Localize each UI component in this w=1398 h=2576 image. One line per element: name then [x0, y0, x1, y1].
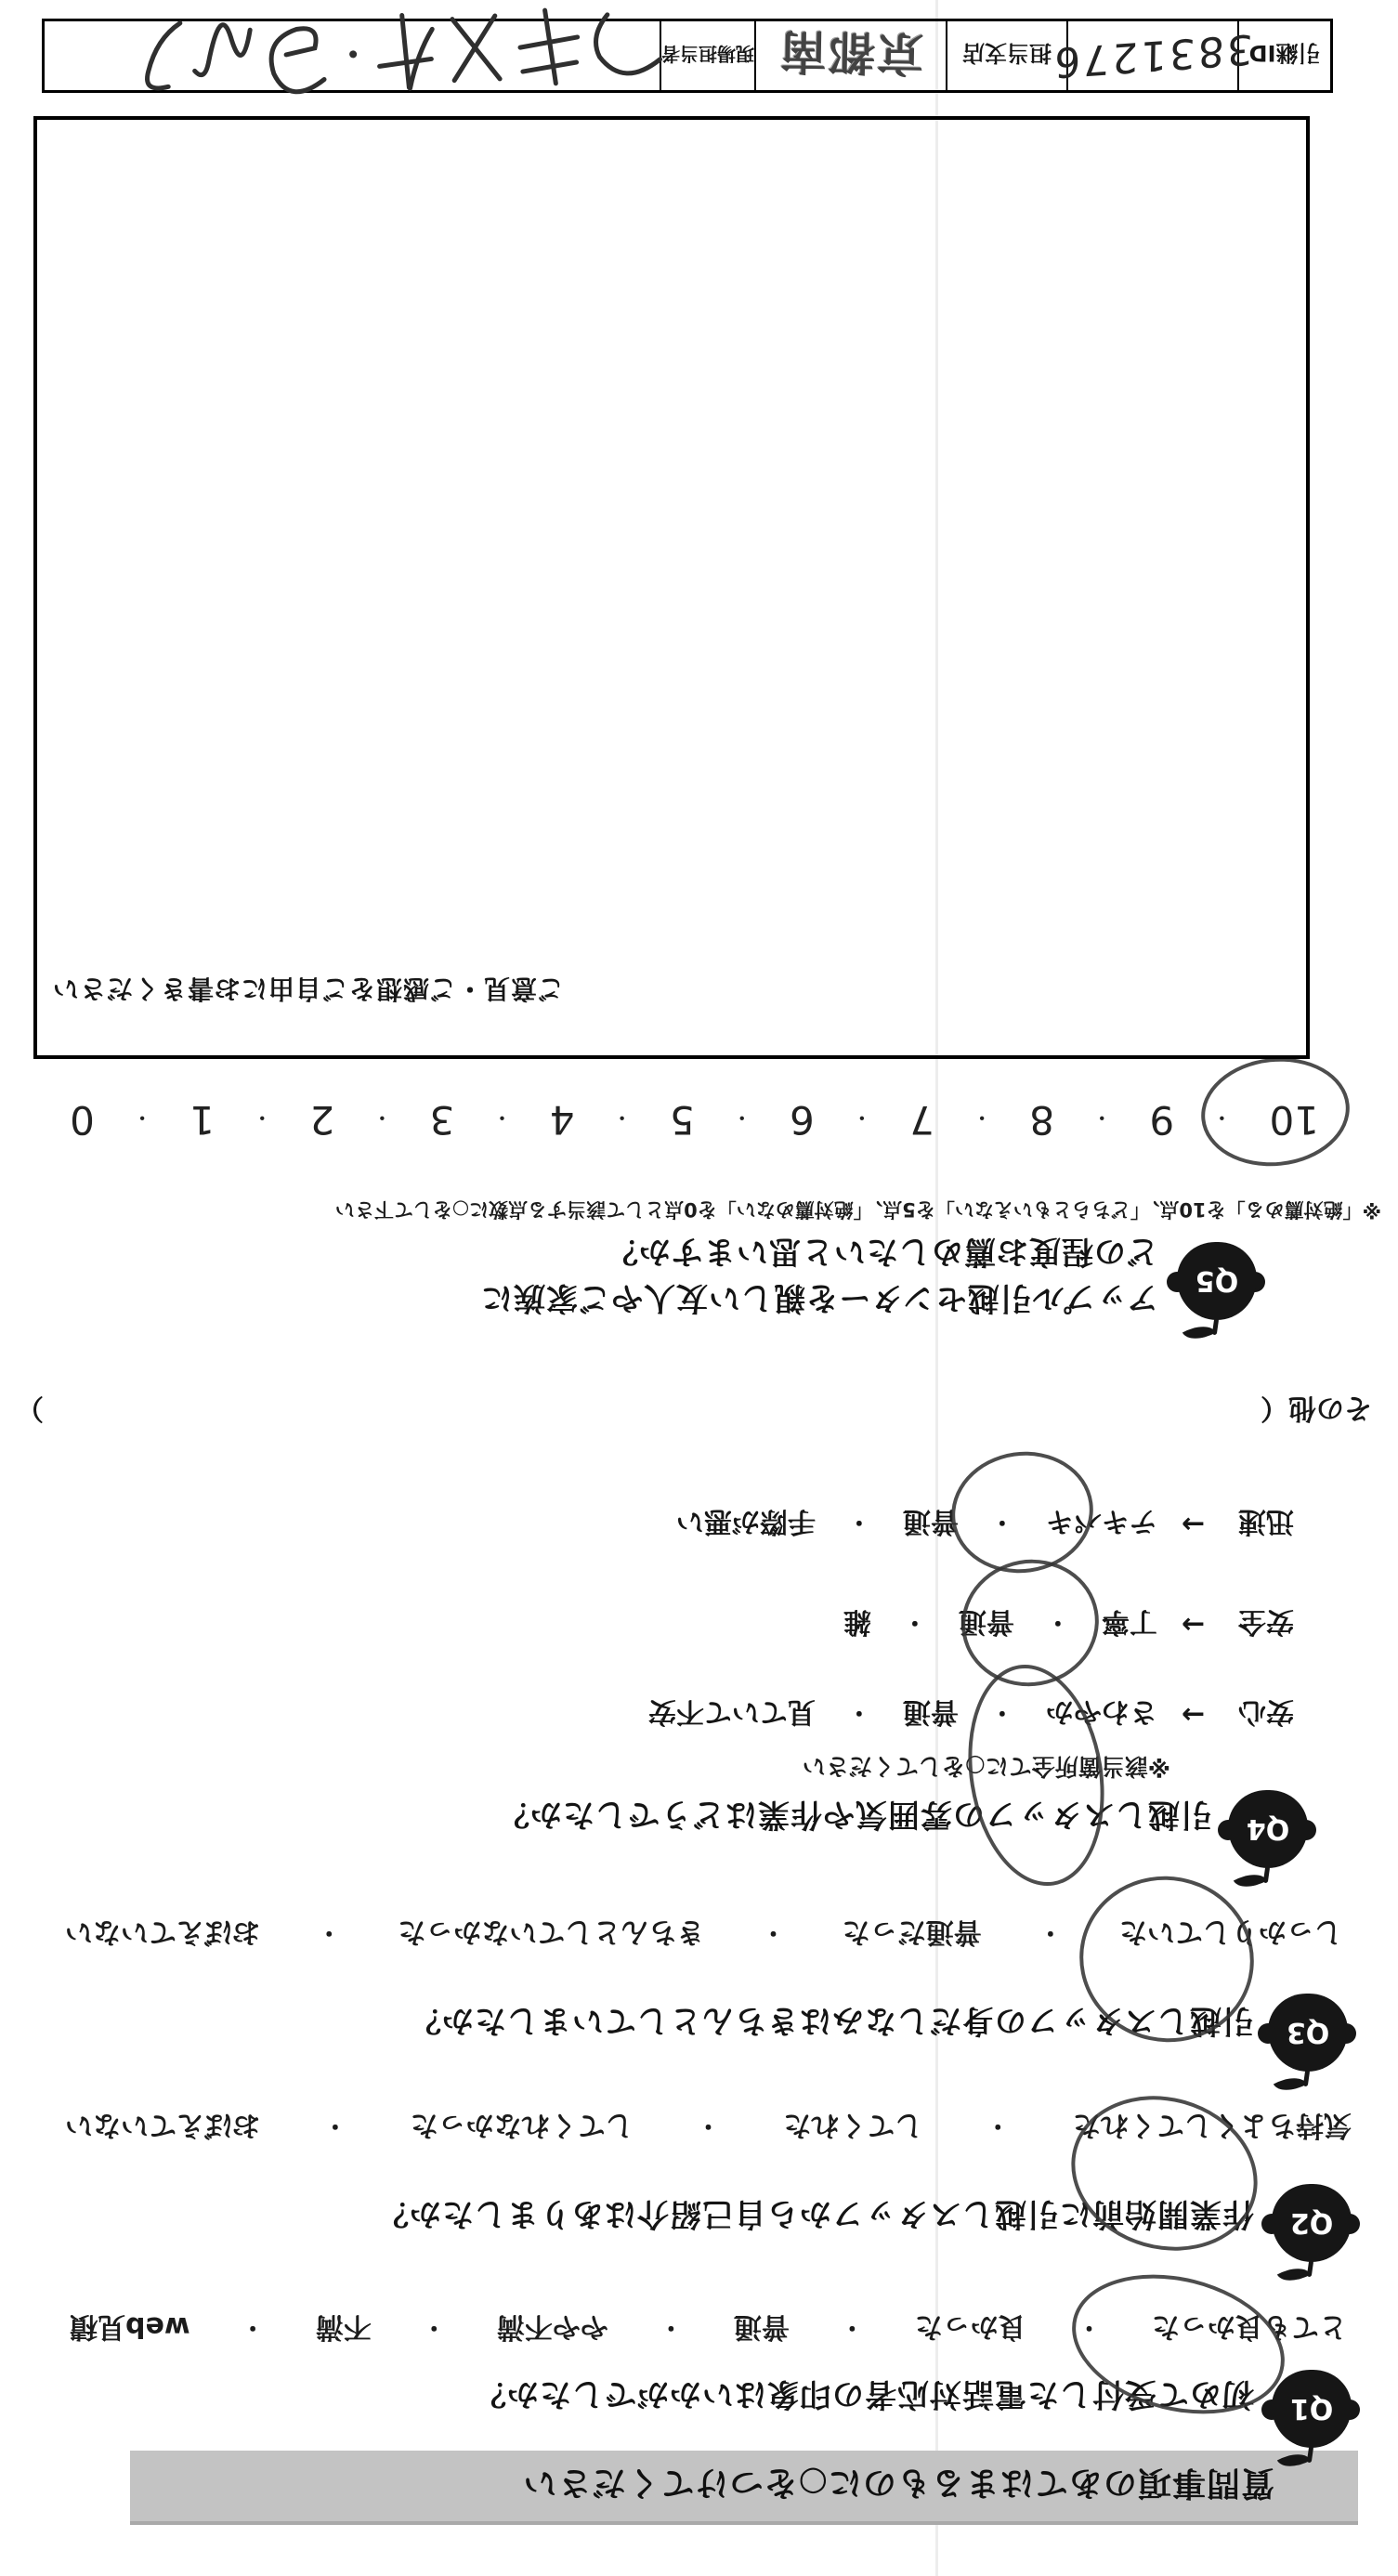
handover-id-value: 3831276 [1052, 24, 1254, 87]
comment-box-label: ご意見・ご感想をご自由にお書きください [52, 974, 565, 1004]
separator: ・ [422, 2313, 447, 2342]
scale-4: 4 [549, 1097, 575, 1143]
branch-stamp-cell [754, 21, 946, 90]
leaf-icon [1277, 2260, 1311, 2288]
q5-question-line1: アップル引越センターを親しい友人やご家族に [480, 1279, 1158, 1316]
q3-question: 引越しスタッフの身だしなみはきちんとしていましたか？ [409, 2002, 1254, 2039]
q3-apple-icon [1264, 1990, 1350, 2092]
apple-body [1268, 1994, 1348, 2072]
q2-pen-circle [1052, 2074, 1275, 2272]
q4-row3-pen-circle [944, 1443, 1102, 1582]
q4-row1-option-2: 普通 [902, 1695, 959, 1728]
q2-apple-icon [1268, 2180, 1353, 2282]
leaf-icon [1274, 2070, 1307, 2098]
paren-open: （ [1261, 1392, 1288, 1424]
q5-score-scale [70, 1097, 1319, 1143]
q2-option-3: してくれなかった [410, 2109, 634, 2141]
scale-2: 2 [309, 1097, 335, 1143]
q5-apple-icon [1173, 1238, 1259, 1340]
separator: ・ [1091, 1105, 1114, 1131]
separator: ・ [850, 1105, 873, 1131]
separator: ・ [490, 1105, 514, 1131]
q4-row3-option-2: 普通 [902, 1505, 959, 1537]
scale-1: 1 [189, 1097, 216, 1143]
staff-label: 現場担当者 [660, 21, 754, 90]
separator: ・ [989, 1508, 1014, 1536]
scale-7: 7 [909, 1097, 934, 1143]
branch-label: 担当支店 [946, 21, 1066, 90]
q5-question-line2: どの程度お薦めしたいと思いますか？ [606, 1233, 1158, 1270]
q5-number: Q5 [1195, 1264, 1239, 1298]
separator: ・ [610, 1105, 634, 1131]
q4-row2-label: 安全 [1238, 1605, 1294, 1638]
separator: ・ [1045, 1608, 1070, 1637]
q4-row2-option-1: 丁寧 [1101, 1605, 1157, 1638]
q4-note: ※該当箇所全てに○をしてください [802, 1753, 1170, 1780]
q4-row3-label: 迅速 [1238, 1505, 1294, 1537]
apple-body [1228, 1790, 1308, 1868]
scale-0: 0 [70, 1097, 95, 1143]
apple-body [1177, 1242, 1257, 1320]
separator: ・ [730, 1105, 753, 1131]
staff-name-cell [45, 21, 660, 90]
q4-row2-option-2: 普通 [958, 1605, 1014, 1638]
stem-icon [1303, 2070, 1310, 2087]
stem-icon [1263, 1866, 1270, 1884]
stem-icon [1307, 2260, 1313, 2278]
q4-row1-pen-circle [953, 1654, 1119, 1895]
separator: ・ [902, 1608, 927, 1637]
q1-number: Q1 [1289, 2392, 1334, 2426]
form-title-bar [130, 2451, 1358, 2525]
scale-3: 3 [429, 1097, 455, 1143]
separator: ・ [1210, 1105, 1234, 1131]
q1-option-4: やや不満 [496, 2310, 608, 2343]
separator: ・ [659, 2313, 684, 2342]
separator: ・ [1038, 1918, 1063, 1947]
arrow-icon: → [1181, 1608, 1205, 1641]
q5-score-pen-circle [1195, 1051, 1354, 1173]
q2-number: Q2 [1289, 2206, 1334, 2240]
separator: ・ [371, 1105, 394, 1131]
leaf-icon [1182, 1318, 1216, 1346]
stem-icon [1307, 2446, 1313, 2464]
separator: ・ [696, 2112, 721, 2140]
q4-number: Q4 [1246, 1812, 1290, 1846]
q1-option-3: 普通 [733, 2310, 790, 2343]
comment-box [33, 116, 1310, 1059]
handover-id-value-cell [1052, 21, 1254, 90]
separator: ・ [1077, 2313, 1102, 2342]
q1-option-5: 不満 [315, 2310, 372, 2343]
separator: ・ [241, 2313, 266, 2342]
separator: ・ [840, 2313, 865, 2342]
separator: ・ [761, 1918, 786, 1947]
handover-table [42, 19, 1333, 93]
q1-apple-icon [1268, 2366, 1353, 2468]
q2-option-4: おぼえていない [65, 2109, 261, 2141]
q3-option-2: 普通だった [842, 1916, 982, 1948]
arrow-icon: → [1181, 1698, 1205, 1732]
scale-5: 5 [669, 1097, 695, 1143]
scale-9: 9 [1149, 1097, 1175, 1143]
apple-body [1272, 2370, 1352, 2448]
q5-note: ※「絶対薦める」を10点、「どちらともいえない」を5点、「絶対薦めない」を0点として該当する点数に○をして下さい [334, 1198, 1381, 1221]
separator: ・ [251, 1105, 274, 1131]
apple-body [1272, 2184, 1352, 2262]
separator: ・ [317, 1918, 342, 1947]
q4-other-label: その他 [1288, 1392, 1372, 1424]
q4-row2-option-3: 雑 [843, 1605, 871, 1638]
separator: ・ [986, 2112, 1011, 2140]
separator: ・ [971, 1105, 994, 1131]
q4-row1-option-1: さわやか [1045, 1695, 1157, 1728]
arrow-icon: → [1181, 1508, 1205, 1541]
q3-number: Q3 [1286, 2016, 1330, 2049]
q4-row3-option-3: 手際が悪い [675, 1505, 816, 1537]
scale-10: 10 [1269, 1097, 1319, 1143]
q1-question: 初めて受付した電話対応者の印象はいかがでしたか？ [474, 2375, 1254, 2413]
q4-row1-label: 安心 [1238, 1695, 1294, 1728]
q3-option-3: きちんとしていなかった [398, 1916, 705, 1948]
handwritten-name [70, 0, 711, 120]
q4-question: 引越しスタッフの雰囲気や作業はどうでしたか？ [497, 1796, 1212, 1833]
separator: ・ [989, 1698, 1014, 1727]
scale-8: 8 [1029, 1097, 1054, 1143]
separator: ・ [131, 1105, 154, 1131]
separator: ・ [846, 1698, 871, 1727]
q4-other-row [16, 1391, 1372, 1432]
q4-row3-option-1: テキパキ [1045, 1505, 1157, 1537]
separator: ・ [846, 1508, 871, 1536]
leaf-icon [1234, 1866, 1267, 1894]
scale-6: 6 [789, 1097, 815, 1143]
q1-option-2: 良かった [914, 2310, 1026, 2343]
q3-option-4: おぼえていない [65, 1916, 261, 1948]
q2-question: 作業開始前に引越しスタッフから自己紹介はありましたか？ [376, 2195, 1254, 2232]
handover-id-label: 引継ID [1237, 21, 1330, 90]
separator: ・ [322, 2112, 347, 2140]
stem-icon [1212, 1318, 1219, 1336]
q3-option-1: しっかりしていた [1119, 1916, 1342, 1948]
q1-option-1: とても良かった [1152, 2310, 1347, 2343]
q4-apple-icon [1224, 1786, 1310, 1889]
paren-close: ） [16, 1392, 44, 1424]
branch-stamp: 京都南 [777, 23, 924, 81]
q2-option-1: 気持ちよくしてくれた [1073, 2109, 1352, 2141]
q4-row1-option-3: 見ていて不安 [647, 1695, 816, 1728]
form-title: 質問事項のあてはまるものに○をつけてください [522, 2464, 1274, 2503]
q1-option-6: web見積 [70, 2310, 190, 2343]
q2-option-2: してくれた [783, 2109, 923, 2141]
